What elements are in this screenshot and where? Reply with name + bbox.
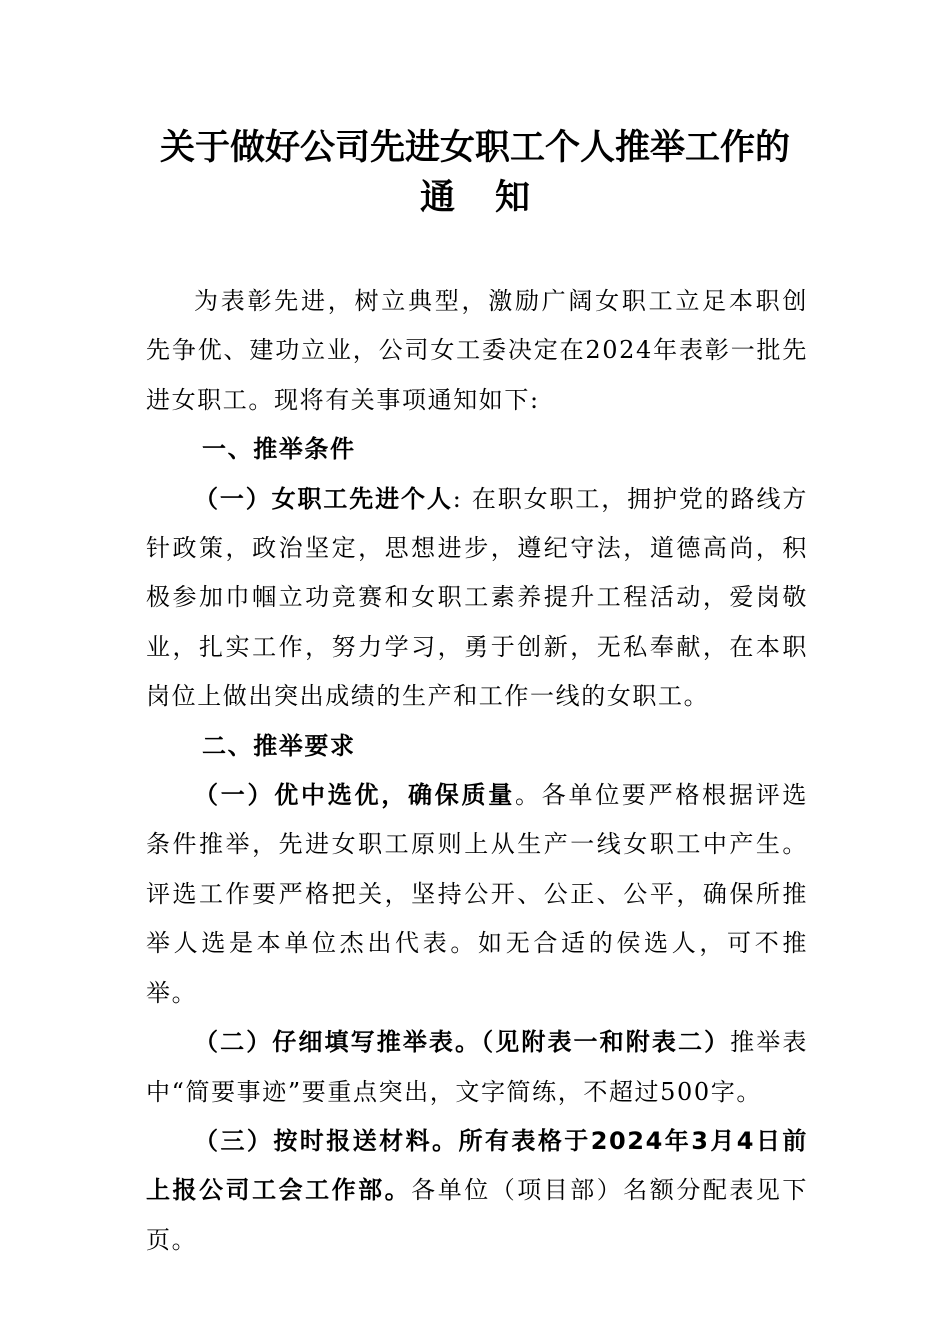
section2-item3-paragraph [146, 1117, 808, 1265]
section2-item3-text: 各单位（项目部）名额分配表见下页。 [146, 1176, 809, 1254]
section1-heading: 一、推举条件 [202, 435, 356, 464]
section2-heading: 二、推举要求 [202, 731, 356, 760]
document-title-line1: 关于做好公司先进女职工个人推举工作的 [159, 128, 790, 168]
section1-item1-paragraph [146, 475, 808, 722]
document-title-line2: 通知 [419, 178, 570, 218]
section1-item1-lead: （一）女职工先进个人 [194, 484, 453, 513]
section2-item2-text: 推举表中“简要事迹”要重点突出，文字简练，不超过500字。 [146, 1028, 808, 1106]
section2-item1-paragraph [146, 771, 808, 1018]
section2-item1-lead: （一）优中选优，确保质量 [194, 781, 515, 810]
section2-item3-lead: （三）按时报送材料。所有表格于2024年3月4日前上报公司工会工作部。 [146, 1126, 808, 1205]
section2-item2-paragraph [146, 1018, 808, 1117]
section2-item2-lead: （二）仔细填写推举表。（见附表一和附表二） [194, 1028, 731, 1057]
section2-item1-text: 。各单位要严格根据评选条件推举，先进女职工原则上从生产一线女职工中产生。评选工作要严格把关，坚持公开、公正、公平，确保所推举人选是本单位杰出代表。如无合适的侯选人，可不推举。 [146, 781, 809, 1007]
section1-item1-text: : 在职女职工，拥护党的路线方针政策，政治坚定，思想进步，遵纪守法，道德高尚，积极参加巾帼立功竞赛和女职工素养提升工程活动，爱岗敬业，扎实工作，努力学习，勇于创新，无私奉献，在本职岗位上做出突出成绩的生产和工作一线的女职工。 [146, 484, 808, 711]
document-body [146, 277, 808, 1265]
intro-paragraph: 为表彰先进，树立典型，激励广阔女职工立足本职创先争优、建功立业，公司女工委决定在2024年表彰一批先进女职工。现将有关事项通知如下: [146, 287, 808, 414]
